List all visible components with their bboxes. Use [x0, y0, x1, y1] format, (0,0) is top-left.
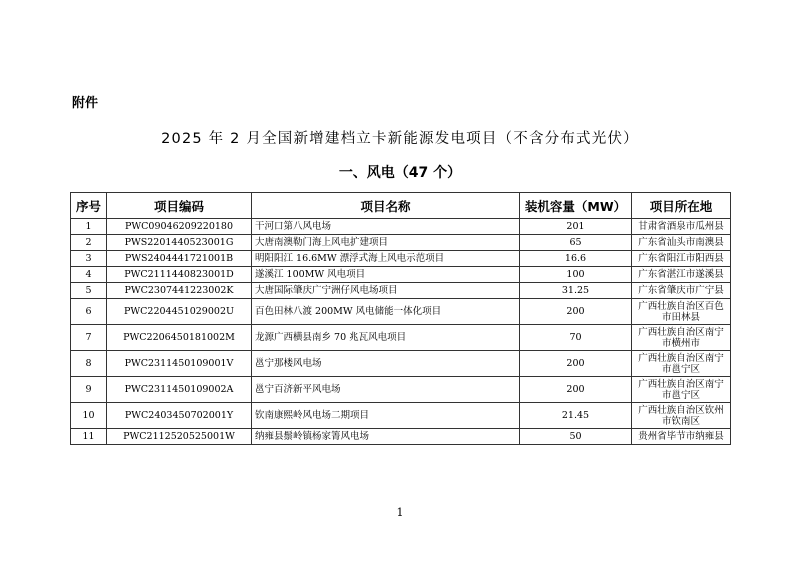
cell-capacity: 16.6	[520, 251, 632, 267]
document-title: 2025 年 2 月全国新增建档立卡新能源发电项目（不含分布式光伏）	[161, 131, 639, 147]
cell-capacity: 201	[520, 219, 632, 235]
cell-code: PWC2204451029002U	[107, 299, 252, 325]
cell-no: 7	[71, 325, 107, 351]
cell-name: 钦南康熙岭风电场二期项目	[252, 403, 520, 429]
table-row	[71, 251, 731, 267]
cell-capacity: 70	[520, 325, 632, 351]
cell-code: PWS2201440523001G	[107, 235, 252, 251]
cell-code: PWS2404441721001B	[107, 251, 252, 267]
cell-name: 百色田林八渡 200MW 风电储能一体化项目	[252, 299, 520, 325]
table-row	[71, 429, 731, 445]
cell-code: PWC2403450702001Y	[107, 403, 252, 429]
header-name: 项目名称	[252, 193, 520, 219]
section-title: 一、风电（47 个）	[338, 165, 462, 181]
header-capacity: 装机容量（MW）	[520, 193, 632, 219]
header-code: 项目编码	[107, 193, 252, 219]
cell-no: 2	[71, 235, 107, 251]
cell-no: 6	[71, 299, 107, 325]
cell-location: 广东省汕头市南澳县	[632, 235, 731, 251]
cell-location: 甘肃省酒泉市瓜州县	[632, 219, 731, 235]
cell-code: PWC09046209220180	[107, 219, 252, 235]
cell-name: 遂溪江 100MW 风电项目	[252, 267, 520, 283]
cell-capacity: 200	[520, 299, 632, 325]
cell-code: PWC2206450181002M	[107, 325, 252, 351]
cell-name: 龙源广西横县南乡 70 兆瓦风电项目	[252, 325, 520, 351]
cell-name: 大唐南澳勒门海上风电扩建项目	[252, 235, 520, 251]
cell-no: 1	[71, 219, 107, 235]
cell-capacity: 100	[520, 267, 632, 283]
attachment-label: 附件	[72, 96, 99, 111]
cell-location: 广东省肇庆市广宁县	[632, 283, 731, 299]
cell-name: 干河口第八风电场	[252, 219, 520, 235]
cell-code: PWC2311450109001V	[107, 351, 252, 377]
cell-name: 邕宁那楼风电场	[252, 351, 520, 377]
cell-location: 广西壮族自治区南宁市横州市	[632, 325, 731, 351]
page-number: 1	[396, 506, 404, 519]
cell-location: 广西壮族自治区钦州市钦南区	[632, 403, 731, 429]
cell-location: 广东省阳江市阳西县	[632, 251, 731, 267]
cell-no: 4	[71, 267, 107, 283]
header-no: 序号	[71, 193, 107, 219]
header-location: 项目所在地	[632, 193, 731, 219]
cell-location: 广东省湛江市遂溪县	[632, 267, 731, 283]
table-row	[71, 351, 731, 377]
cell-code: PWC2307441223002K	[107, 283, 252, 299]
cell-location: 广西壮族自治区百色市田林县	[632, 299, 731, 325]
cell-capacity: 200	[520, 351, 632, 377]
table-row	[71, 377, 731, 403]
cell-no: 5	[71, 283, 107, 299]
project-table	[70, 192, 731, 445]
cell-location: 贵州省毕节市纳雍县	[632, 429, 731, 445]
cell-no: 9	[71, 377, 107, 403]
cell-location: 广西壮族自治区南宁市邕宁区	[632, 351, 731, 377]
table-header-row	[71, 193, 731, 219]
cell-no: 8	[71, 351, 107, 377]
cell-capacity: 21.45	[520, 403, 632, 429]
cell-code: PWC2111440823001D	[107, 267, 252, 283]
cell-no: 10	[71, 403, 107, 429]
cell-name: 纳雍县鬃岭镇杨家箐风电场	[252, 429, 520, 445]
table-row	[71, 325, 731, 351]
cell-capacity: 65	[520, 235, 632, 251]
cell-location: 广西壮族自治区南宁市邕宁区	[632, 377, 731, 403]
table-row	[71, 299, 731, 325]
cell-name: 明阳阳江 16.6MW 漂浮式海上风电示范项目	[252, 251, 520, 267]
table-row	[71, 219, 731, 235]
cell-capacity: 200	[520, 377, 632, 403]
cell-capacity: 31.25	[520, 283, 632, 299]
cell-capacity: 50	[520, 429, 632, 445]
table-row	[71, 267, 731, 283]
cell-code: PWC2311450109002A	[107, 377, 252, 403]
table-row	[71, 235, 731, 251]
cell-name: 大唐国际肇庆广宁洲仔风电场项目	[252, 283, 520, 299]
table-row	[71, 403, 731, 429]
cell-no: 11	[71, 429, 107, 445]
cell-code: PWC2112520525001W	[107, 429, 252, 445]
table-row	[71, 283, 731, 299]
cell-name: 邕宁百济新平风电场	[252, 377, 520, 403]
cell-no: 3	[71, 251, 107, 267]
